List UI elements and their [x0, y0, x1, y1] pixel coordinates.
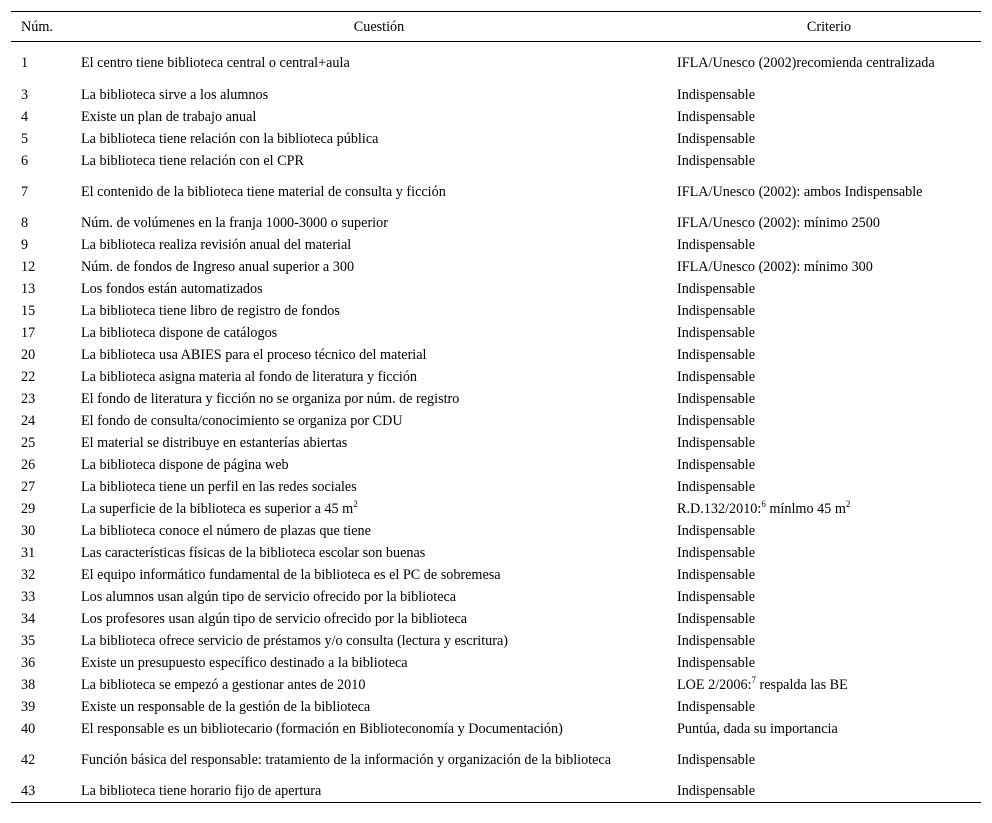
row-question-text: La biblioteca tiene un perfil en las redes sociales — [81, 479, 357, 495]
row-question — [81, 278, 677, 300]
row-num-text: 12 — [21, 259, 36, 275]
table-row — [11, 780, 981, 803]
table-row — [11, 608, 981, 630]
row-criterion — [677, 652, 981, 674]
row-num-text: 31 — [21, 545, 36, 561]
row-question — [81, 696, 677, 718]
row-num — [11, 84, 81, 106]
row-question-text: Los fondos están automatizados — [81, 281, 263, 297]
row-question-text: La biblioteca conoce el número de plazas que tiene — [81, 523, 371, 539]
table-row — [11, 278, 981, 300]
row-num-text: 38 — [21, 677, 36, 693]
row-num-text: 33 — [21, 589, 36, 605]
row-question-text: El contenido de la biblioteca tiene material de consulta y ficción — [81, 184, 446, 200]
row-question-text: La superficie de la biblioteca es superior a 45 m — [81, 501, 354, 517]
row-question — [81, 42, 677, 85]
row-criterion-text: Indispensable — [677, 237, 756, 253]
row-num-text: 27 — [21, 479, 36, 495]
row-question — [81, 410, 677, 432]
row-num-text: 24 — [21, 413, 36, 429]
row-criterion — [677, 454, 981, 476]
table-row — [11, 388, 981, 410]
row-criterion-text: Indispensable — [677, 633, 756, 649]
row-criterion-text: LOE 2/2006: — [677, 677, 752, 693]
table-row — [11, 172, 981, 212]
row-criterion — [677, 322, 981, 344]
row-criterion — [677, 388, 981, 410]
row-num — [11, 322, 81, 344]
row-criterion-text: Indispensable — [677, 131, 756, 147]
header-question: Cuestión — [353, 18, 405, 35]
row-question — [81, 520, 677, 542]
row-criterion — [677, 696, 981, 718]
row-criterion — [677, 498, 981, 520]
table-row — [11, 740, 981, 780]
row-num-text: 32 — [21, 567, 36, 583]
row-criterion-text: Indispensable — [677, 479, 756, 495]
row-criterion-text: Indispensable — [677, 783, 756, 799]
row-num — [11, 454, 81, 476]
row-criterion — [677, 780, 981, 803]
table-row — [11, 586, 981, 608]
row-num — [11, 256, 81, 278]
row-question-text: La biblioteca realiza revisión anual del material — [81, 237, 352, 253]
row-criterion — [677, 128, 981, 150]
row-criterion — [677, 476, 981, 498]
row-criterion-text: Indispensable — [677, 752, 756, 768]
row-num — [11, 630, 81, 652]
row-question-text: Las características físicas de la biblioteca escolar son buenas — [81, 545, 426, 561]
table-row — [11, 520, 981, 542]
row-criterion — [677, 366, 981, 388]
row-num — [11, 432, 81, 454]
row-num-text: 26 — [21, 457, 36, 473]
row-question — [81, 564, 677, 586]
row-num — [11, 542, 81, 564]
row-num — [11, 586, 81, 608]
row-criterion-text: Indispensable — [677, 347, 756, 363]
row-criterion — [677, 630, 981, 652]
row-criterion-text: Indispensable — [677, 391, 756, 407]
table-row — [11, 498, 981, 520]
row-question-text: El fondo de consulta/conocimiento se organiza por CDU — [81, 413, 403, 429]
row-question — [81, 586, 677, 608]
row-num-text: 39 — [21, 699, 36, 715]
row-criterion-text: IFLA/Unesco (2002): mínimo 300 — [677, 259, 873, 275]
criteria-table — [11, 11, 981, 803]
table-row — [11, 718, 981, 740]
row-question-text: La biblioteca ofrece servicio de préstamos y/o consulta (lectura y escritura) — [81, 633, 509, 649]
row-criterion — [677, 106, 981, 128]
table-row — [11, 256, 981, 278]
row-criterion — [677, 564, 981, 586]
row-num — [11, 564, 81, 586]
table-row — [11, 212, 981, 234]
row-num-text: 36 — [21, 655, 36, 671]
row-num — [11, 212, 81, 234]
row-question — [81, 300, 677, 322]
row-question-text: Los alumnos usan algún tipo de servicio ofrecido por la biblioteca — [81, 589, 457, 605]
row-num — [11, 410, 81, 432]
row-num — [11, 172, 81, 212]
row-num-text: 17 — [21, 325, 36, 341]
row-num — [11, 476, 81, 498]
row-question — [81, 432, 677, 454]
row-num — [11, 278, 81, 300]
row-num — [11, 42, 81, 85]
row-question — [81, 322, 677, 344]
row-criterion — [677, 432, 981, 454]
table-row — [11, 454, 981, 476]
row-num — [11, 718, 81, 740]
row-num-text: 25 — [21, 435, 36, 451]
row-question — [81, 234, 677, 256]
row-question-text: El centro tiene biblioteca central o central+aula — [81, 55, 350, 71]
row-num — [11, 150, 81, 172]
table-row — [11, 84, 981, 106]
row-criterion-text: Indispensable — [677, 413, 756, 429]
row-criterion — [677, 674, 981, 696]
row-num-text: 7 — [21, 184, 29, 200]
row-num — [11, 344, 81, 366]
row-criterion-text: Indispensable — [677, 435, 756, 451]
row-criterion-text: Indispensable — [677, 369, 756, 385]
row-num-text: 9 — [21, 237, 29, 253]
table-row — [11, 674, 981, 696]
superscript: 2 — [353, 499, 358, 509]
row-question-text: El material se distribuye en estanterías abiertas — [81, 435, 348, 451]
row-criterion-text: IFLA/Unesco (2002): ambos Indispensable — [677, 184, 923, 200]
row-criterion — [677, 256, 981, 278]
row-criterion — [677, 150, 981, 172]
row-question-text: El responsable es un bibliotecario (formación en Biblioteconomía y Documentación) — [81, 721, 563, 737]
row-num-text: 34 — [21, 611, 36, 627]
table-row — [11, 128, 981, 150]
row-criterion — [677, 42, 981, 85]
row-criterion-text: IFLA/Unesco (2002)recomienda centralizada — [677, 55, 935, 71]
row-criterion-text: Indispensable — [677, 281, 756, 297]
row-criterion — [677, 740, 981, 780]
table-row — [11, 432, 981, 454]
row-num-text: 30 — [21, 523, 36, 539]
row-num — [11, 696, 81, 718]
row-criterion-text: Indispensable — [677, 523, 756, 539]
row-criterion — [677, 300, 981, 322]
row-num — [11, 128, 81, 150]
row-criterion-rest: respalda las BE — [755, 677, 848, 693]
row-question-text: Núm. de volúmenes en la franja 1000-3000 o superior — [81, 215, 388, 231]
row-num-text: 8 — [21, 215, 29, 231]
table-row — [11, 410, 981, 432]
table-row — [11, 300, 981, 322]
row-question-text: El equipo informático fundamental de la biblioteca es el PC de sobremesa — [81, 567, 501, 583]
row-criterion-text: Indispensable — [677, 611, 756, 627]
row-num — [11, 234, 81, 256]
row-num-text: 42 — [21, 752, 36, 768]
row-num-text: 5 — [21, 131, 29, 147]
row-question — [81, 84, 677, 106]
row-criterion — [677, 212, 981, 234]
row-question — [81, 542, 677, 564]
row-question-text: La biblioteca dispone de página web — [81, 457, 289, 473]
row-num-text: 22 — [21, 369, 36, 385]
row-criterion-text: Indispensable — [677, 699, 756, 715]
row-question — [81, 608, 677, 630]
row-criterion-text: Indispensable — [677, 325, 756, 341]
row-criterion-text: Indispensable — [677, 545, 756, 561]
row-question — [81, 498, 677, 520]
row-criterion — [677, 344, 981, 366]
row-num-text: 15 — [21, 303, 36, 319]
row-criterion-text: Indispensable — [677, 589, 756, 605]
row-question-text: Núm. de fondos de Ingreso anual superior a 300 — [81, 259, 355, 275]
row-num — [11, 388, 81, 410]
row-question — [81, 212, 677, 234]
row-num-text: 35 — [21, 633, 36, 649]
row-num — [11, 520, 81, 542]
row-criterion-text: Indispensable — [677, 655, 756, 671]
row-question-text: La biblioteca tiene relación con la biblioteca pública — [81, 131, 379, 147]
row-question — [81, 172, 677, 212]
row-num-text: 6 — [21, 153, 29, 169]
row-question-text: La biblioteca usa ABIES para el proceso técnico del material — [81, 347, 427, 363]
row-num-text: 4 — [21, 109, 29, 125]
table-row — [11, 344, 981, 366]
footnote-ref: 6 — [761, 499, 766, 509]
row-criterion — [677, 84, 981, 106]
row-num — [11, 498, 81, 520]
row-num — [11, 652, 81, 674]
superscript: 2 — [845, 499, 851, 509]
row-question-text: Los profesores usan algún tipo de servicio ofrecido por la biblioteca — [81, 611, 468, 627]
table-row — [11, 366, 981, 388]
row-num-text: 20 — [21, 347, 36, 363]
row-num-text: 29 — [21, 501, 36, 517]
row-question — [81, 476, 677, 498]
header-num: Núm. — [21, 18, 53, 35]
row-question — [81, 630, 677, 652]
header-row — [11, 12, 981, 42]
row-question — [81, 718, 677, 740]
row-criterion-text: Indispensable — [677, 567, 756, 583]
row-criterion — [677, 608, 981, 630]
table-body — [11, 42, 981, 803]
row-criterion — [677, 586, 981, 608]
row-question-text: La biblioteca tiene libro de registro de fondos — [81, 303, 340, 319]
row-question — [81, 344, 677, 366]
row-num-text: 43 — [21, 783, 36, 799]
row-question-text: La biblioteca sirve a los alumnos — [81, 87, 269, 103]
row-question-text: La biblioteca dispone de catálogos — [81, 325, 278, 341]
row-question-text: La biblioteca asigna materia al fondo de literatura y ficción — [81, 369, 418, 385]
row-question — [81, 780, 677, 803]
row-num — [11, 608, 81, 630]
row-question — [81, 256, 677, 278]
row-criterion — [677, 278, 981, 300]
row-criterion-text: IFLA/Unesco (2002): mínimo 2500 — [677, 215, 880, 231]
row-criterion — [677, 172, 981, 212]
footnote-ref: 7 — [751, 675, 756, 685]
row-num-text: 13 — [21, 281, 36, 297]
row-question-text: Existe un presupuesto específico destinado a la biblioteca — [81, 655, 408, 671]
header-criterion: Criterio — [806, 18, 852, 35]
row-criterion — [677, 718, 981, 740]
row-criterion-text: Indispensable — [677, 109, 756, 125]
row-num — [11, 106, 81, 128]
row-question-text: El fondo de literatura y ficción no se organiza por núm. de registro — [81, 391, 460, 407]
row-criterion-text: Indispensable — [677, 303, 756, 319]
row-criterion-rest: mínlmo 45 m — [765, 501, 846, 517]
row-question-text: Existe un plan de trabajo anual — [81, 109, 257, 125]
row-num — [11, 780, 81, 803]
row-question — [81, 674, 677, 696]
row-question — [81, 150, 677, 172]
table-row — [11, 542, 981, 564]
row-num-text: 23 — [21, 391, 36, 407]
row-question — [81, 106, 677, 128]
row-question-text: Función básica del responsable: tratamiento de la información y organización de la biblioteca — [81, 752, 612, 768]
row-question — [81, 652, 677, 674]
table-row — [11, 322, 981, 344]
row-question — [81, 454, 677, 476]
row-question-text: La biblioteca tiene horario fijo de apertura — [81, 783, 322, 799]
table-row — [11, 564, 981, 586]
row-num-text: 1 — [21, 55, 29, 71]
row-question-text: Existe un responsable de la gestión de la biblioteca — [81, 699, 371, 715]
table-row — [11, 652, 981, 674]
row-question — [81, 128, 677, 150]
row-criterion — [677, 410, 981, 432]
table-row — [11, 234, 981, 256]
row-num — [11, 740, 81, 780]
row-num — [11, 366, 81, 388]
row-criterion — [677, 520, 981, 542]
row-num-text: 40 — [21, 721, 36, 737]
table-row — [11, 150, 981, 172]
row-num — [11, 674, 81, 696]
row-criterion-text: Indispensable — [677, 457, 756, 473]
row-criterion — [677, 234, 981, 256]
row-criterion-text: R.D.132/2010: — [677, 501, 762, 517]
row-criterion — [677, 542, 981, 564]
row-question-text: La biblioteca se empezó a gestionar antes de 2010 — [81, 677, 366, 693]
row-question — [81, 366, 677, 388]
table-row — [11, 476, 981, 498]
row-question-text: La biblioteca tiene relación con el CPR — [81, 153, 304, 169]
row-num-text: 3 — [21, 87, 29, 103]
row-criterion-text: Puntúa, dada su importancia — [677, 721, 838, 737]
table-row — [11, 42, 981, 85]
row-criterion-text: Indispensable — [677, 153, 756, 169]
row-criterion-text: Indispensable — [677, 87, 756, 103]
table-row — [11, 106, 981, 128]
row-num — [11, 300, 81, 322]
row-question — [81, 740, 677, 780]
table-row — [11, 630, 981, 652]
row-question — [81, 388, 677, 410]
table-row — [11, 696, 981, 718]
